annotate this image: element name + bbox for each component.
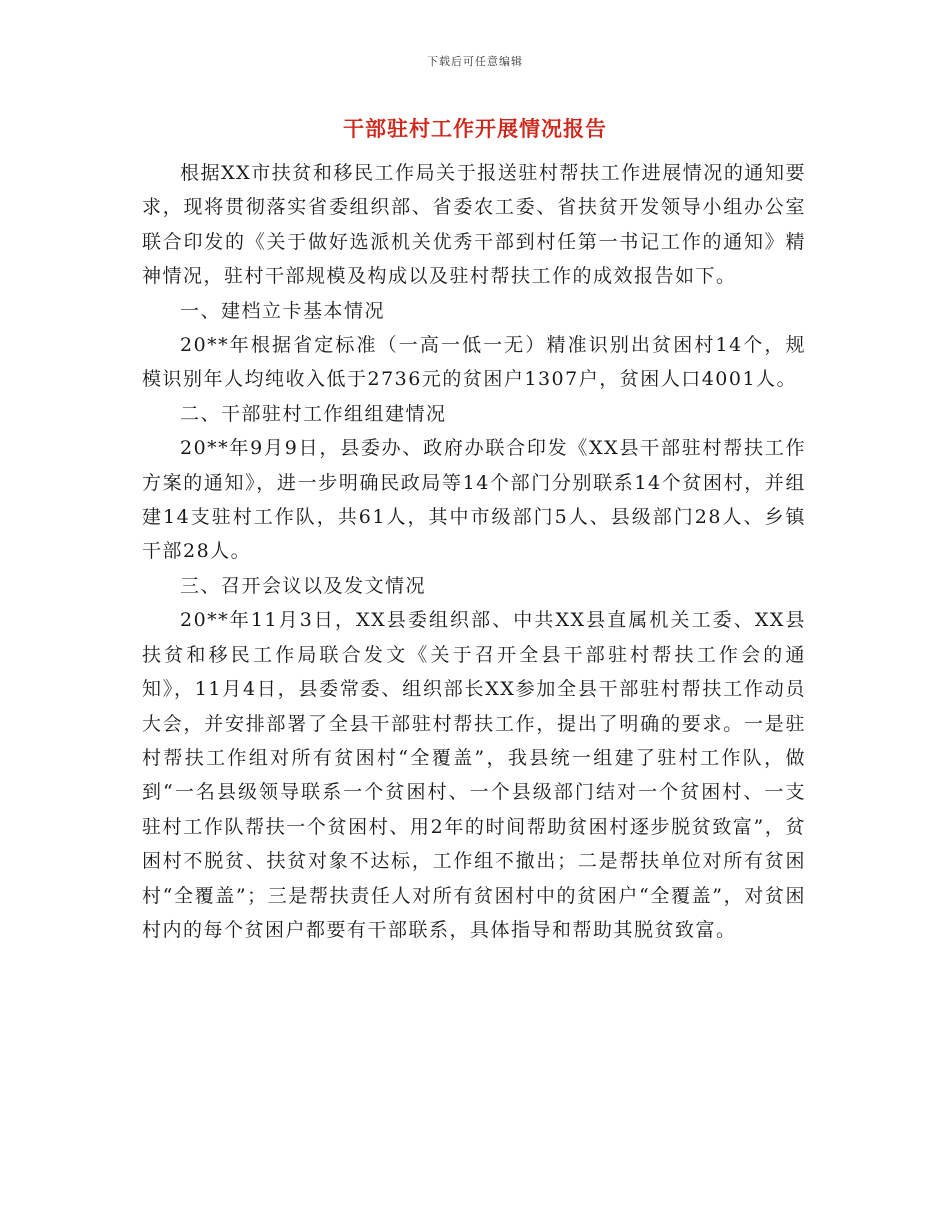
- section-heading-1: 一、建档立卡基本情况: [180, 299, 386, 322]
- header-note: 下载后可任意编辑: [427, 55, 523, 68]
- paragraph-section-1: 20**年根据省定标准（一高一低一无）精准识别出贫困村14个，规模识别年人均纯收入低于2736元的贫困户1307户，贫困人口4001人。: [142, 334, 806, 391]
- section-heading-3: 三、召开会议以及发文情况: [180, 574, 427, 597]
- paragraph-section-3: 20**年11月3日，XX县委组织部、中共XX县直属机关工委、XX县扶贫和移民工作局联合发文《关于召开全县干部驻村帮扶工作会的通知》，11月4日，县委常委、组织部长XX参加全县干部驻村帮扶工作动员大会，并安排部署了全县干部驻村帮扶工作，提出了明确的要求。一是驻村帮扶工作组对所有贫困村“全覆盖”，我县统一组建了驻村工作队，做到“一名县级领导联系一个贫困村、一个县级部门结对一个贫困村、一支驻村工作队帮扶一个贫困村、用2年的时间帮助贫困村逐步脱贫致富”，贫困村不脱贫、扶贫对象不达标，工作组不撤出；二是帮扶单位对所有贫困村“全覆盖”；三是帮扶责任人对所有贫困村中的贫困户“全覆盖”，对贫困村内的每个贫困户都要有干部联系，具体指导和帮助其脱贫致富。: [142, 609, 806, 941]
- document-title: 干部驻村工作开展情况报告: [343, 117, 607, 141]
- paragraph-section-2: 20**年9月9日，县委办、政府办联合印发《XX县干部驻村帮扶工作方案的通知》，进一步明确民政局等14个部门分别联系14个贫困村，并组建14支驻村工作队，共61人，其中市级部门5人、县级部门28人、乡镇干部28人。: [142, 437, 806, 563]
- paragraph-intro: 根据XX市扶贫和移民工作局关于报送驻村帮扶工作进展情况的通知要求，现将贯彻落实省委组织部、省委农工委、省扶贫开发领导小组办公室联合印发的《关于做好选派机关优秀干部到村任第一书记工作的通知》精神情况，驻村干部规模及构成以及驻村帮扶工作的成效报告如下。: [142, 162, 806, 288]
- document-body: [142, 156, 806, 947]
- section-heading-2: 二、干部驻村工作组组建情况: [180, 402, 447, 425]
